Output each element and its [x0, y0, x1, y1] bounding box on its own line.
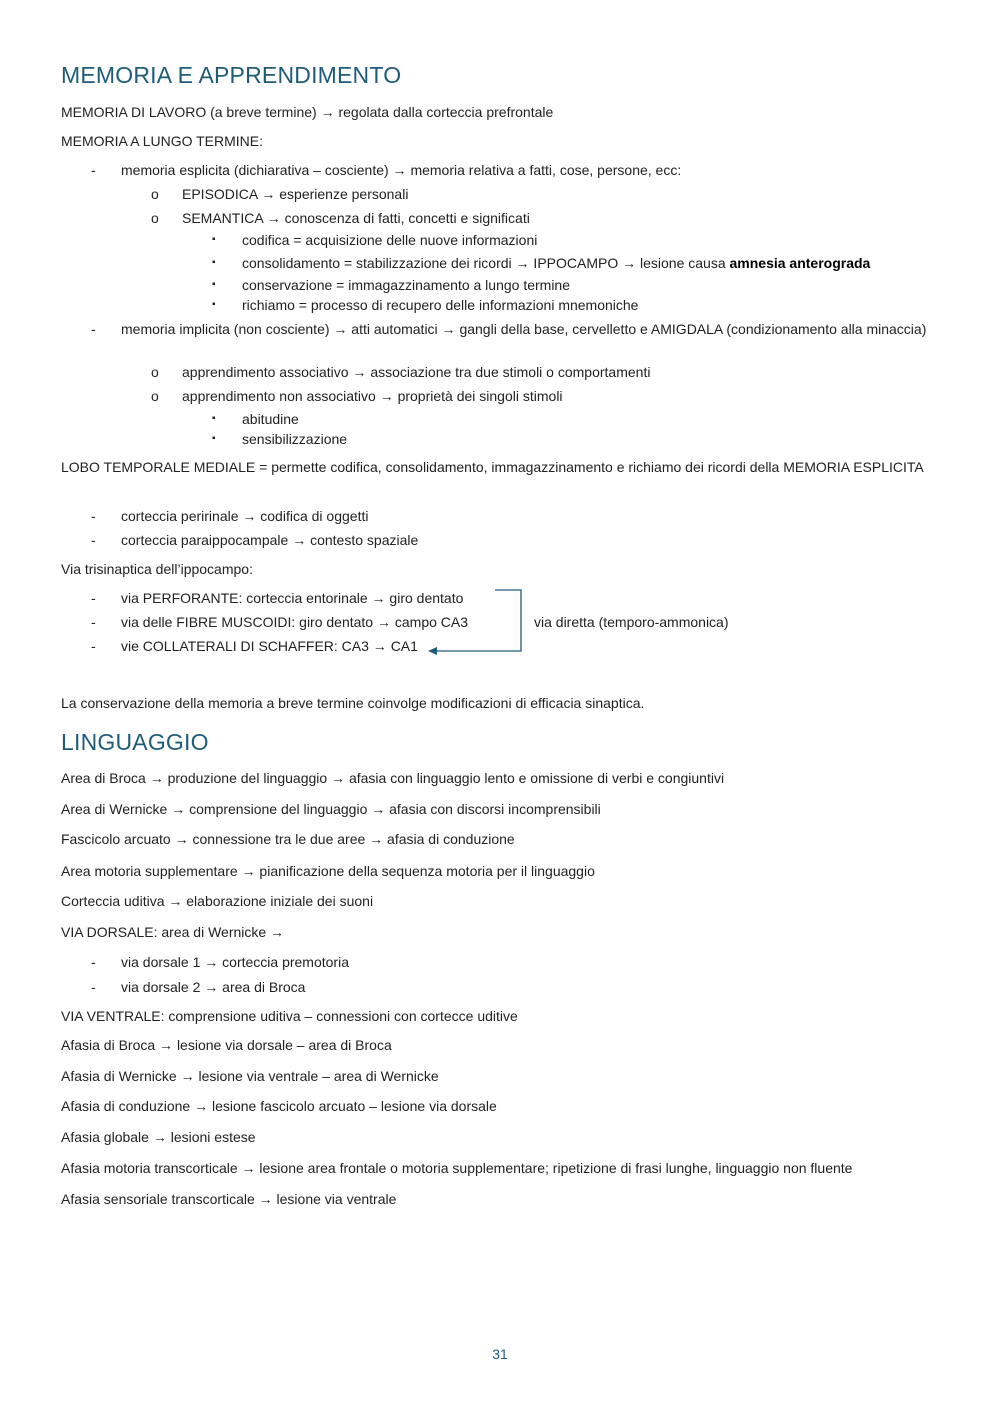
list-item — [91, 160, 681, 180]
sma-line: Area motoria supplementare → pianificazione della sequenza motoria per il linguaggio — [61, 863, 595, 879]
list-item — [212, 230, 537, 250]
broca-line: Area di Broca → produzione del linguaggio → afasia con linguaggio lento e omissione di verbi e congiuntivi — [61, 770, 725, 786]
circle-marker: o — [151, 210, 159, 226]
working-memory-line: MEMORIA DI LAVORO (a breve termine) → regolata dalla corteccia prefrontale — [61, 104, 554, 120]
aphasia-sensory-transcortical-line: Afasia sensoriale transcorticale → lesione via ventrale — [61, 1191, 397, 1207]
circle-marker: o — [151, 186, 159, 202]
aphasia-global-line: Afasia globale → lesioni estese — [61, 1129, 256, 1145]
consolidation-bold: amnesia anterograda — [729, 255, 871, 271]
list-item — [212, 295, 638, 315]
list-item — [151, 386, 563, 406]
semantic-text: SEMANTICA → conoscenza di fatti, concetti e significati — [182, 210, 530, 226]
aphasia-broca-line: Afasia di Broca → lesione via dorsale – area di Broca — [61, 1037, 392, 1053]
auditory-cortex-line: Corteccia uditiva → elaborazione iniziale dei suoni — [61, 893, 374, 909]
mossy-fibers-text: via delle FIBRE MUSCOIDI: giro dentato → campo CA3 — [121, 614, 469, 630]
aphasia-wernicke-line: Afasia di Wernicke → lesione via ventrale – area di Wernicke — [61, 1068, 439, 1084]
list-item — [91, 588, 463, 608]
aphasia-motor-transcortical-line: Afasia motoria transcorticale → lesione area frontale o motoria supplementare; ripetizione di frasi lunghe, linguaggio non fluente — [61, 1160, 853, 1176]
list-item — [151, 184, 408, 204]
implicit-memory-text: memoria implicita (non cosciente) → atti automatici → gangli della base, cervelletto e AMIGDALA (condizionamento alla minaccia) — [121, 321, 927, 337]
wernicke-line: Area di Wernicke → comprensione del linguaggio → afasia con discorsi incomprensibili — [61, 801, 601, 817]
consolidation-text — [242, 253, 870, 273]
perirhinal-text: corteccia peririnale → codifica di oggetti — [121, 508, 369, 524]
dash-marker: - — [91, 954, 96, 970]
habituation-text: abitudine — [242, 411, 299, 427]
list-item — [212, 409, 299, 429]
list-item — [91, 636, 418, 656]
list-item — [91, 318, 931, 340]
retrieval-text: richiamo = processo di recupero delle informazioni mnemoniche — [242, 297, 639, 313]
dash-marker: - — [91, 590, 96, 606]
dash-marker: - — [91, 638, 96, 654]
square-bullet-icon: ▪ — [212, 234, 216, 245]
short-term-note: La conservazione della memoria a breve termine coinvolge modificazioni di efficacia sinaptica. — [61, 695, 645, 711]
section-title-language: LINGUAGGIO — [61, 729, 209, 755]
dorsal-2-text: via dorsale 2 → area di Broca — [121, 979, 306, 995]
list-item — [91, 977, 305, 997]
section-title-memory: MEMORIA E APPRENDIMENTO — [61, 62, 402, 88]
consolidation-prefix: consolidamento = stabilizzazione dei ricordi → IPPOCAMPO → lesione causa — [242, 255, 730, 271]
dash-marker: - — [91, 532, 96, 548]
dash-marker: - — [91, 321, 96, 337]
list-item — [151, 362, 650, 382]
arcuate-line: Fascicolo arcuato → connessione tra le due aree → afasia di conduzione — [61, 831, 515, 847]
episodic-text: EPISODICA → esperienze personali — [182, 186, 409, 202]
explicit-memory-text: memoria esplicita (dichiarativa – cosciente) → memoria relativa a fatti, cose, persone, ecc: — [121, 162, 682, 178]
dash-marker: - — [91, 979, 96, 995]
trisynaptic-heading: Via trisinaptica dell’ippocampo: — [61, 561, 253, 577]
square-bullet-icon: ▪ — [212, 299, 216, 310]
list-item — [151, 208, 530, 228]
storage-text: conservazione = immagazzinamento a lungo termine — [242, 277, 571, 293]
square-bullet-icon: ▪ — [212, 433, 216, 444]
aphasia-conduction-line: Afasia di conduzione → lesione fascicolo arcuato – lesione via dorsale — [61, 1098, 497, 1114]
dorsal-path-line: VIA DORSALE: area di Wernicke → — [61, 924, 285, 940]
list-item — [91, 530, 418, 550]
list-item — [91, 506, 368, 526]
direct-path-arrow — [420, 585, 530, 660]
schaffer-collaterals-text: vie COLLATERALI DI SCHAFFER: CA3 → CA1 — [121, 638, 418, 654]
long-term-memory-heading: MEMORIA A LUNGO TERMINE: — [61, 133, 264, 149]
sensitization-text: sensibilizzazione — [242, 431, 348, 447]
list-item — [91, 612, 468, 632]
parahippocampal-text: corteccia paraippocampale → contesto spaziale — [121, 532, 419, 548]
square-bullet-icon: ▪ — [212, 257, 216, 268]
list-item — [212, 429, 347, 449]
non-associative-text: apprendimento non associativo → proprietà dei singoli stimoli — [182, 388, 563, 404]
square-bullet-icon: ▪ — [212, 279, 216, 290]
square-bullet-icon: ▪ — [212, 413, 216, 424]
direct-path-label: via diretta (temporo-ammonica) — [534, 614, 729, 630]
circle-marker: o — [151, 388, 159, 404]
list-item — [212, 253, 870, 273]
associative-text: apprendimento associativo → associazione tra due stimoli o comportamenti — [182, 364, 651, 380]
list-item — [212, 275, 570, 295]
page-number: 31 — [492, 1346, 508, 1362]
encoding-text: codifica = acquisizione delle nuove informazioni — [242, 232, 538, 248]
perforant-path-text: via PERFORANTE: corteccia entorinale → giro dentato — [121, 590, 464, 606]
list-item — [91, 952, 349, 972]
mtl-paragraph: LOBO TEMPORALE MEDIALE = permette codifica, consolidamento, immagazzinamento e richiamo dei ricordi della MEMORIA ESPLICITA — [61, 459, 924, 475]
dash-marker: - — [91, 614, 96, 630]
dorsal-1-text: via dorsale 1 → corteccia premotoria — [121, 954, 349, 970]
dash-marker: - — [91, 162, 96, 178]
dash-marker: - — [91, 508, 96, 524]
ventral-path-line: VIA VENTRALE: comprensione uditiva – connessioni con cortecce uditive — [61, 1008, 518, 1024]
circle-marker: o — [151, 364, 159, 380]
